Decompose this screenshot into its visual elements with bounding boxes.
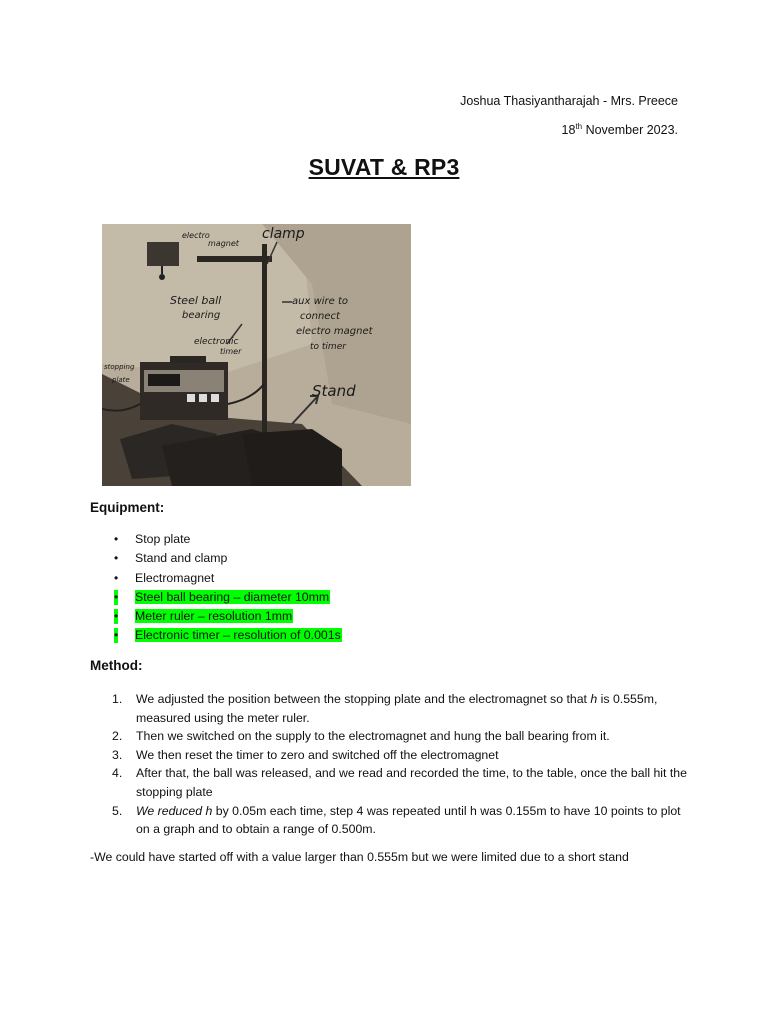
bullet-icon: • xyxy=(114,532,119,546)
bullet-icon: • xyxy=(114,609,119,624)
label-timer: timer xyxy=(220,347,242,356)
step-text-italic: We reduced h xyxy=(136,803,213,818)
equipment-item-text: Steel ball bearing – diameter 10mm xyxy=(135,589,330,604)
equipment-item-text: Electronic timer – resolution of 0.001s xyxy=(135,628,341,643)
method-list xyxy=(90,690,690,839)
date-day: 18 xyxy=(561,123,576,138)
step-text-rest: is 0.555m, measured using the meter ruler. xyxy=(136,692,658,725)
step-number: 5. xyxy=(112,803,123,818)
bullet-icon: • xyxy=(114,589,119,604)
equipment-item-text: Electromagnet xyxy=(135,570,215,585)
label-plate: plate xyxy=(112,376,130,384)
equipment-item xyxy=(90,532,690,551)
equipment-list xyxy=(90,532,690,648)
equipment-heading: Equipment: xyxy=(90,500,165,515)
equipment-item-text: Meter ruler – resolution 1mm xyxy=(135,609,293,624)
date-rest: November 2023. xyxy=(582,123,678,138)
equipment-item-highlighted xyxy=(90,609,690,628)
label-stopping: stopping xyxy=(104,363,135,371)
label-electro-magnet: electro magnet xyxy=(296,326,373,337)
page-title: SUVAT & RP3 xyxy=(308,154,460,180)
step-number: 2. xyxy=(112,729,123,744)
equipment-item xyxy=(90,571,690,590)
apparatus-drawing xyxy=(102,224,411,486)
method-step xyxy=(90,727,690,746)
step-text: We then reset the timer to zero and switched off the electromagnet xyxy=(136,747,499,762)
method-step xyxy=(90,802,690,839)
method-step xyxy=(90,690,690,727)
bullet-icon: • xyxy=(114,570,119,585)
equipment-item-text: Stand and clamp xyxy=(135,551,228,566)
step-number: 1. xyxy=(112,692,123,706)
label-magnet: magnet xyxy=(208,239,239,248)
bullet-icon: • xyxy=(114,551,119,566)
equipment-item xyxy=(90,551,690,570)
label-aux-wire: aux wire to xyxy=(292,296,349,307)
equipment-item-highlighted xyxy=(90,590,690,609)
label-bearing: bearing xyxy=(182,310,221,321)
step-text-italic: h xyxy=(590,692,598,706)
step-number: 3. xyxy=(112,747,123,762)
label-electro: electro xyxy=(182,231,210,240)
step-text: Then we switched on the supply to the electromagnet and hung the ball bearing from it. xyxy=(136,729,610,744)
apparatus-photo xyxy=(102,224,411,486)
label-stand: Stand xyxy=(312,382,356,400)
bullet-icon: • xyxy=(114,628,119,643)
step-text-rest: by 0.05m each time, step 4 was repeated until h was 0.155m to have 10 points to plot on a graph and to obtain a range of 0.500m. xyxy=(136,803,681,837)
step-text: After that, the ball was released, and we read and recorded the time, to the table, once the ball hit the stopping plate xyxy=(136,766,687,799)
date-suffix: th xyxy=(575,122,583,131)
author-line: Joshua Thasiyantharajah - Mrs. Preece xyxy=(460,94,678,108)
label-to-timer: to timer xyxy=(310,342,346,352)
step-number: 4. xyxy=(112,766,123,781)
equipment-item-text: Stop plate xyxy=(135,532,191,546)
label-electronic: electronic xyxy=(194,337,239,347)
step-text: We adjusted the position between the stopping plate and the electromagnet so that xyxy=(136,692,591,706)
method-step xyxy=(90,764,690,801)
method-step xyxy=(90,746,690,765)
method-heading: Method: xyxy=(90,658,143,673)
label-connect: connect xyxy=(300,311,340,322)
label-steel-ball: Steel ball xyxy=(170,294,222,307)
limitation-note: -We could have started off with a value larger than 0.555m but we were limited due to a short stand xyxy=(90,850,629,864)
date-line xyxy=(562,122,678,137)
label-clamp: clamp xyxy=(262,226,305,242)
equipment-item-highlighted xyxy=(90,628,690,647)
